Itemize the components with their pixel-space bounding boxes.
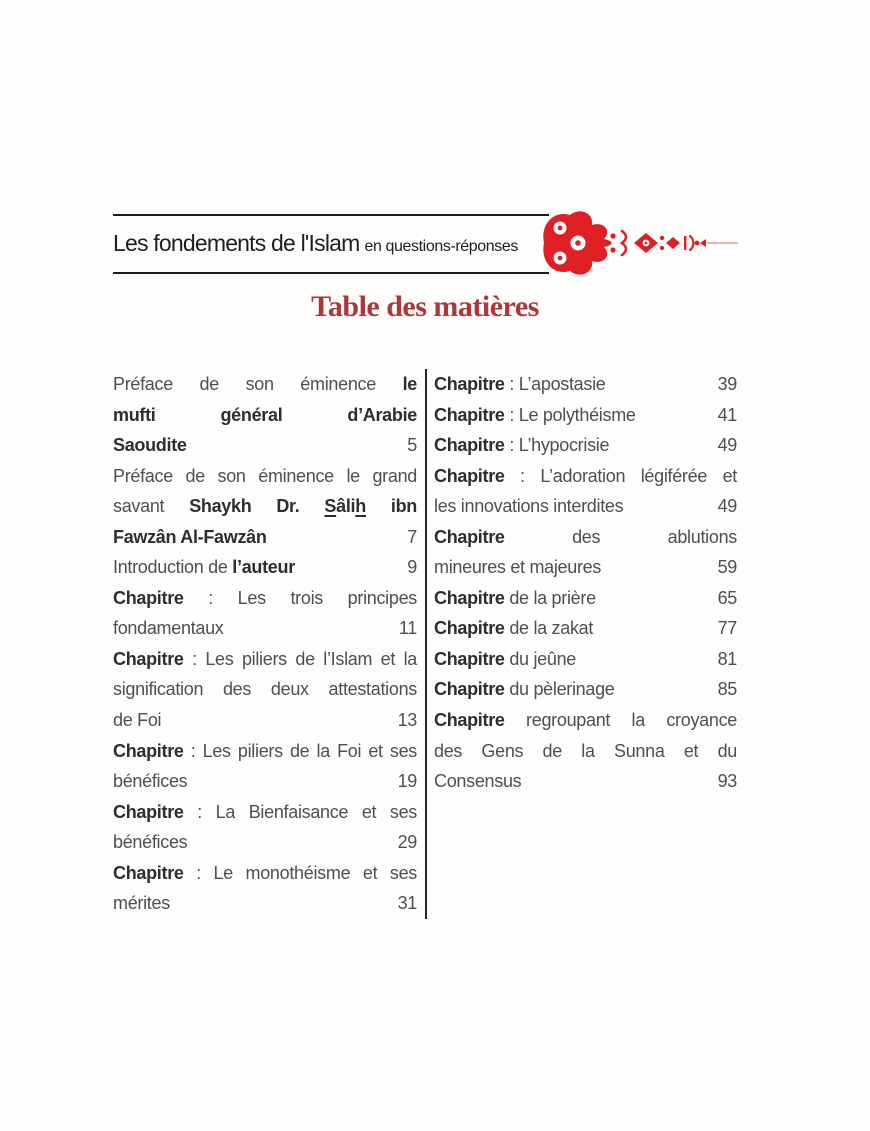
toc-line-text: signification des deux attestations xyxy=(113,679,417,700)
toc-line xyxy=(434,705,737,736)
page-number: 81 xyxy=(717,648,737,669)
toc-line xyxy=(113,613,417,644)
toc-line-text: Chapitre : L’adoration légiférée et xyxy=(434,465,737,486)
toc-line-text: mineures et majeures xyxy=(434,557,602,578)
page-number: 41 xyxy=(717,404,737,425)
toc-line-text: Chapitre : Les piliers de l’Islam et la xyxy=(113,648,417,669)
toc-line xyxy=(434,461,737,492)
page-title: Table des matières xyxy=(311,290,539,323)
page-number: 77 xyxy=(717,618,737,639)
toc-line xyxy=(113,369,417,400)
column-divider xyxy=(425,369,427,919)
toc-line-text: Préface de son éminence le grand xyxy=(113,465,417,486)
toc-line-text: Chapitre : L’apostasie xyxy=(434,374,606,394)
arabesque-ornament-icon xyxy=(540,207,740,279)
toc-line xyxy=(434,613,737,644)
toc-line-text: Préface de son éminence le xyxy=(113,374,417,394)
toc-line-text: les innovations interdites xyxy=(434,496,624,517)
page-number: 49 xyxy=(717,435,737,456)
page-number: 39 xyxy=(717,374,737,394)
book-title: Les fondements de l'Islam xyxy=(113,230,360,256)
page-number: 31 xyxy=(397,893,417,914)
toc-line xyxy=(113,827,417,858)
toc-line xyxy=(113,491,417,522)
toc-line xyxy=(113,674,417,705)
toc-line-text: Chapitre du jeûne xyxy=(434,648,576,669)
toc-line xyxy=(113,736,417,767)
toc-line xyxy=(113,400,417,431)
toc-line-text: mérites xyxy=(113,893,170,914)
toc-line-text: savant Shaykh Dr. Sâlih ibn xyxy=(113,496,418,517)
page-number: 5 xyxy=(407,435,417,456)
toc-line-text: bénéfices xyxy=(113,832,188,853)
toc-line-text: Chapitre : Les piliers de la Foi et ses xyxy=(113,740,417,761)
toc-right-column xyxy=(434,369,737,919)
toc-line xyxy=(113,461,417,492)
page-number: 19 xyxy=(397,771,417,792)
toc-line-text: Chapitre : Le polythéisme xyxy=(434,404,636,425)
toc-line-text: Introduction de l’auteur xyxy=(113,557,295,578)
toc-line xyxy=(113,858,417,889)
toc-line xyxy=(434,491,737,522)
book-subtitle: en questions-réponses xyxy=(364,238,518,255)
toc-line-text: Chapitre : La Bienfaisance et ses xyxy=(113,801,417,822)
toc-line xyxy=(113,705,417,736)
page-number: 11 xyxy=(398,618,417,639)
toc-line xyxy=(113,430,417,461)
page-number: 9 xyxy=(407,557,417,578)
toc-line xyxy=(434,522,737,553)
toc-line-text: Consensus xyxy=(434,771,522,792)
toc-line xyxy=(434,400,737,431)
page-number: 85 xyxy=(717,679,737,700)
toc-line xyxy=(113,522,417,553)
toc-line-text: Chapitre : Le monothéisme et ses xyxy=(113,862,417,883)
header-text xyxy=(113,216,549,274)
toc-line xyxy=(434,369,737,400)
toc-line xyxy=(434,674,737,705)
toc-line-text: de Foi xyxy=(113,710,162,731)
toc-line xyxy=(434,430,737,461)
page-number: 7 xyxy=(407,526,417,547)
toc-line-text: Chapitre des ablutions xyxy=(434,526,737,547)
toc-line-text: Chapitre de la prière xyxy=(434,587,596,608)
toc-line xyxy=(434,644,737,675)
page-number: 65 xyxy=(717,587,737,608)
toc-line xyxy=(113,766,417,797)
page-header xyxy=(113,214,549,274)
toc-line-text: fondamentaux xyxy=(113,618,224,639)
toc-left-column xyxy=(113,369,417,919)
toc-line xyxy=(113,888,417,919)
toc-line-text: bénéfices xyxy=(113,771,188,792)
toc-line-text: des Gens de la Sunna et du xyxy=(434,740,737,761)
toc-line xyxy=(434,736,737,767)
toc-line-text: Saoudite xyxy=(113,435,187,456)
page-number: 29 xyxy=(397,832,417,853)
toc-line xyxy=(113,552,417,583)
toc-line xyxy=(434,766,737,797)
page-number: 13 xyxy=(397,710,417,731)
toc-line xyxy=(434,552,737,583)
table-of-contents xyxy=(113,369,737,919)
toc-line-text: Chapitre regroupant la croyance xyxy=(434,710,737,731)
toc-line xyxy=(113,583,417,614)
toc-line-text: Fawzân Al-Fawzân xyxy=(113,526,267,547)
toc-line xyxy=(113,644,417,675)
toc-line-text: Chapitre : Les trois principes xyxy=(113,587,417,608)
page-number: 59 xyxy=(717,557,737,578)
page-number: 49 xyxy=(717,496,737,517)
page-number: 93 xyxy=(717,771,737,792)
toc-line xyxy=(434,583,737,614)
toc-line xyxy=(113,797,417,828)
toc-line-text: Chapitre de la zakat xyxy=(434,618,594,639)
toc-line-text: mufti général d’Arabie xyxy=(113,404,417,425)
toc-line-text: Chapitre du pèlerinage xyxy=(434,679,615,700)
toc-line-text: Chapitre : L’hypocrisie xyxy=(434,435,610,456)
